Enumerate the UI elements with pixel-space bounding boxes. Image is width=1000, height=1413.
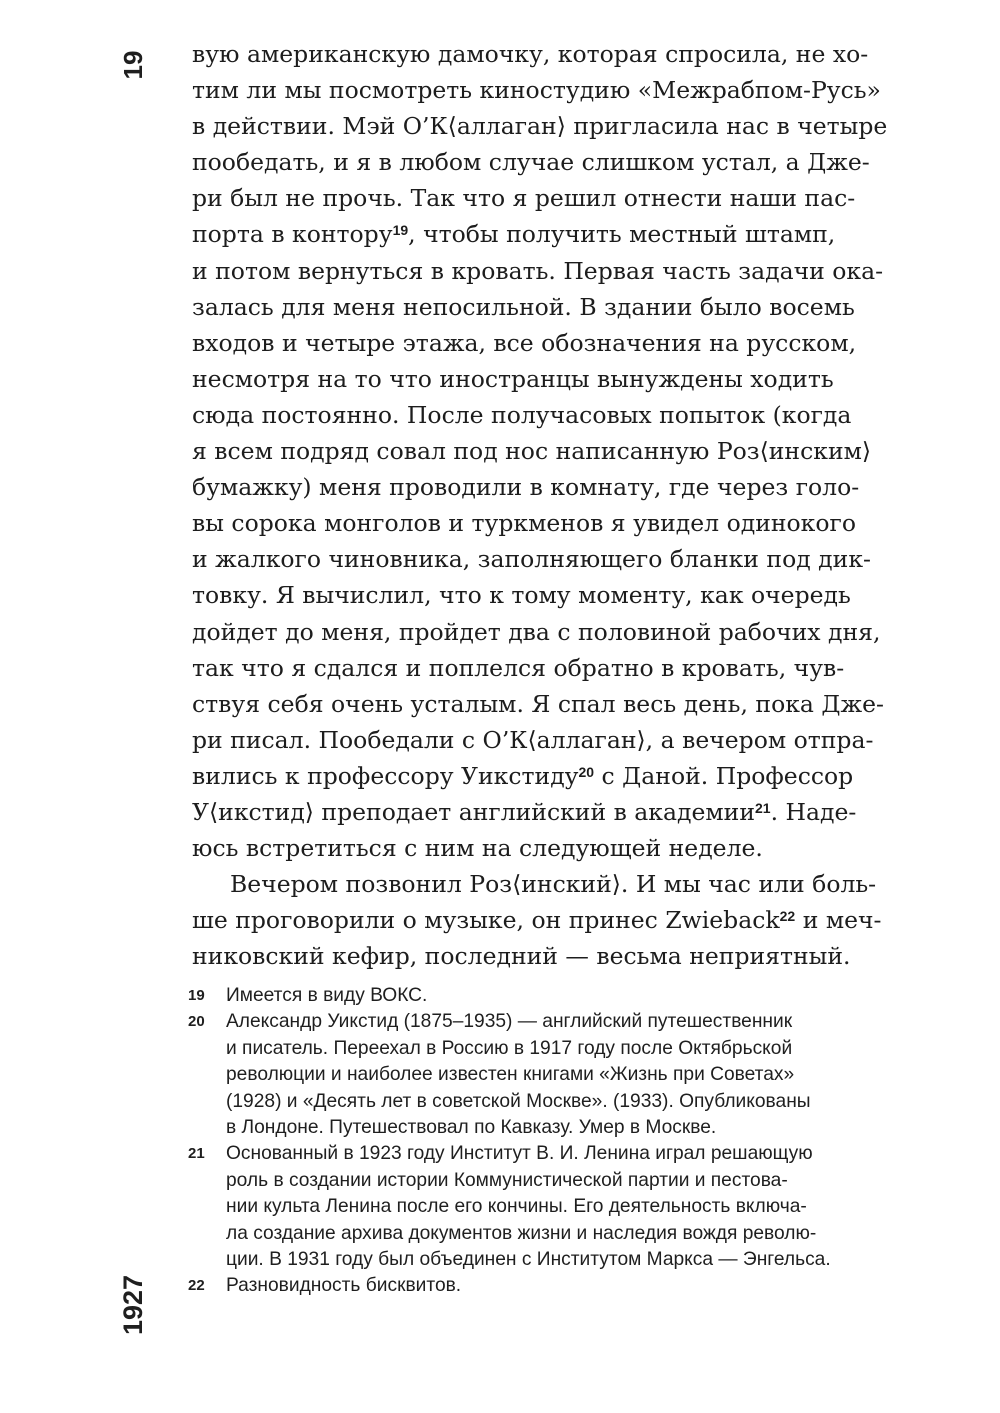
text-line: пообедать, и я в любом случае слишком устал, а Дже- — [192, 148, 870, 177]
footnote-21 — [188, 1141, 948, 1273]
text-segment: , чтобы получить местный штамп, — [408, 220, 836, 249]
text-line: юсь встретиться с ним на следующей неделе. — [192, 834, 763, 863]
text-line — [192, 758, 932, 794]
text-line: никовский кефир, последний — весьма неприятный. — [192, 942, 851, 971]
text-segment: с Даной. Профессор — [594, 761, 854, 790]
text-line: и потом вернуться в кровать. Первая часть задачи ока- — [192, 256, 884, 285]
text-line: я всем подряд совал под нос написанную Роз⟨инским⟩ — [192, 437, 872, 466]
footnote-20 — [188, 1009, 948, 1141]
footnote-ref-19[interactable]: 19 — [392, 222, 409, 239]
text-line: вы сорока монголов и туркменов я увидел одинокого — [192, 509, 856, 538]
text-segment: . Наде- — [770, 797, 857, 826]
text-line: бумажку) меня проводили в комнату, где через голо- — [192, 473, 860, 502]
footnote-line: нии культа Ленина после его кончины. Его деятельность включа- — [226, 1196, 807, 1218]
text-line: в действии. Мэй О’К⟨аллаган⟩ пригласила нас в четыре — [192, 112, 888, 141]
text-line: несмотря на то что иностранцы вынуждены ходить — [192, 364, 834, 393]
footnote-line: Александр Уикстид (1875–1935) — английский путешественник — [226, 1011, 793, 1033]
main-text — [192, 36, 932, 974]
text-line: ствуя себя очень усталым. Я спал весь день, пока Дже- — [192, 689, 884, 718]
footnote-number: 19 — [188, 987, 205, 1004]
footnote-number: 20 — [188, 1013, 205, 1031]
footnote-22 — [188, 1273, 948, 1299]
text-line: ри писал. Пообедали с О’К⟨аллаган⟩, а вечером отпра- — [192, 725, 874, 754]
footnote-ref-20[interactable]: 20 — [578, 763, 595, 780]
footnote-line: Разновидность бисквитов. — [226, 1275, 462, 1297]
footnote-19 — [188, 983, 948, 1009]
footnote-line: и писатель. Переехал в Россию в 1917 году после Октябрьской — [226, 1037, 793, 1059]
text-line: сюда постоянно. После получасовых попыток (когда — [192, 400, 852, 429]
text-segment: и меч- — [795, 906, 882, 935]
text-line — [192, 216, 932, 252]
footnote-ref-22[interactable]: 22 — [779, 908, 796, 925]
footnote-number: 21 — [188, 1145, 205, 1163]
footnote-line: ции. В 1931 году был объединен с Институтом Маркса — Энгельса. — [226, 1248, 831, 1270]
text-line: вую американскую дамочку, которая спросила, не хо- — [192, 40, 869, 68]
footnote-ref-21[interactable]: 21 — [755, 799, 771, 816]
text-line: Вечером позвонил Роз⟨инский⟩. И мы час или боль- — [230, 870, 877, 899]
running-year: 1927 — [118, 1274, 148, 1336]
footnote-line: роль в создании истории Коммунистической партии и пестова- — [226, 1169, 788, 1191]
page-number: 19 — [118, 50, 148, 80]
text-line: входов и четыре этажа, все обозначения на русском, — [192, 328, 857, 357]
footnote-line: Основанный в 1923 году Институт В. И. Ленина играл решающую — [226, 1143, 813, 1165]
footnote-line: Имеется в виду ВОКС. — [226, 985, 428, 1006]
text-segment: вились к профессору Уикстиду — [192, 761, 579, 790]
text-line: товку. Я вычислил, что к тому моменту, как очередь — [192, 581, 851, 610]
footnote-line: (1928) и «Десять лет в советской Москве». (1933). Опубликованы — [226, 1090, 811, 1112]
text-line: тим ли мы посмотреть киностудию «Межрабпом-Русь» — [192, 76, 881, 105]
text-segment: порта в контору — [192, 220, 393, 249]
text-line: так что я сдался и поплелся обратно в кровать, чув- — [192, 653, 845, 682]
text-line: ри был не прочь. Так что я решил отнести наши пас- — [192, 184, 856, 213]
text-segment: У⟨икстид⟩ преподает английский в академии — [192, 797, 755, 826]
footnotes — [188, 983, 948, 1300]
text-segment: ше проговорили о музыке, он принес Zwieback — [192, 906, 780, 935]
text-line: залась для меня непосильной. В здании было восемь — [192, 292, 855, 321]
text-line: дойдет до меня, пройдет два с половиной рабочих дня, — [192, 617, 881, 646]
footnote-line: ла создание архива документов жизни и наследия вождя револю- — [226, 1222, 817, 1244]
footnote-line: в Лондоне. Путешествовал по Кавказу. Умер в Москве. — [226, 1116, 717, 1138]
text-line — [192, 902, 932, 938]
footnote-number: 22 — [188, 1277, 205, 1295]
text-line — [192, 794, 932, 830]
text-line: и жалкого чиновника, заполняющего бланки под дик- — [192, 545, 871, 574]
footnote-line: революции и наиболее известен книгами «Жизнь при Советах» — [226, 1064, 795, 1086]
